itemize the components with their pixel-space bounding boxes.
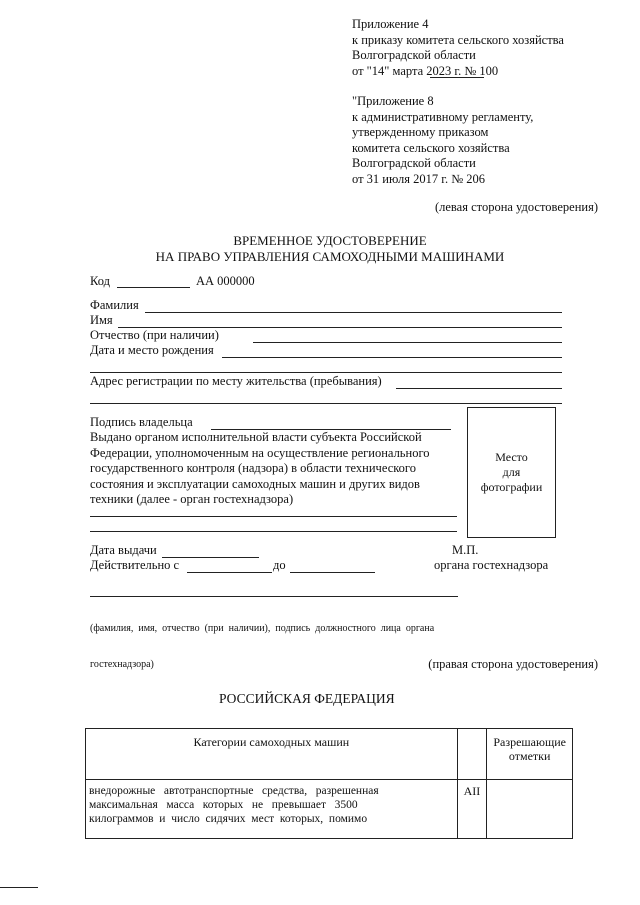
patronymic-label: Отчество (при наличии)	[90, 328, 219, 342]
row-text-line: внедорожные автотранспортные средства, разрешенная	[89, 785, 379, 797]
appendix-8-line: утвержденному приказом	[352, 125, 489, 139]
issuer-field-2[interactable]	[90, 531, 457, 532]
photo-text-line: для	[502, 465, 521, 479]
appendix-8-block	[352, 94, 533, 187]
name-label: Имя	[90, 313, 113, 327]
appendix-4-underline	[430, 77, 484, 78]
code-label: Код	[90, 274, 110, 288]
header-categories-label: Категории самоходных машин	[193, 735, 350, 749]
address-field[interactable]	[396, 388, 562, 389]
signature-label: Подпись владельца	[90, 415, 193, 429]
table-header-row	[86, 729, 573, 780]
right-side-label: (правая сторона удостоверения)	[428, 657, 598, 671]
title-line: НА ПРАВО УПРАВЛЕНИЯ САМОХОДНЫМИ МАШИНАМИ	[155, 248, 505, 264]
issued-by-line: техники (далее - орган гостехнадзора)	[90, 492, 294, 506]
patronymic-field[interactable]	[253, 342, 562, 343]
address-field-extra[interactable]	[90, 403, 562, 404]
official-note	[90, 599, 434, 683]
valid-from-label: Действительно с	[90, 558, 180, 572]
issuer-field-1[interactable]	[90, 516, 457, 517]
code-value: АА 000000	[196, 274, 255, 288]
header-marks-line: Разрешающие	[493, 735, 566, 749]
categories-table	[85, 728, 573, 839]
table-row	[86, 780, 573, 839]
row-marks[interactable]	[487, 780, 573, 839]
official-signature-field[interactable]	[90, 596, 458, 597]
stamp-organ: органа гостехнадзора	[434, 558, 549, 572]
title-line: ВРЕМЕННОЕ УДОСТОВЕРЕНИЕ	[233, 233, 427, 248]
appendix-4-line: к приказу комитета сельского хозяйства	[352, 32, 564, 47]
federation-title: РОССИЙСКАЯ ФЕДЕРАЦИЯ	[219, 691, 395, 706]
appendix-4-block	[352, 17, 564, 79]
issue-date-label: Дата выдачи	[90, 543, 157, 557]
header-categories	[86, 729, 458, 780]
issued-by-text	[90, 430, 430, 508]
row-description	[86, 780, 458, 839]
issued-by-line: государственного контроля (надзора) в области технического	[90, 461, 417, 475]
stamp-label: М.П.	[452, 543, 479, 557]
appendix-8-line: комитета сельского хозяйства	[352, 140, 510, 155]
surname-field[interactable]	[145, 312, 562, 313]
issued-by-line: состояния и эксплуатации самоходных машин и других видов	[90, 476, 420, 491]
row-text-line: максимальная масса которых не превышает 3500	[89, 799, 358, 811]
appendix-4-line: Приложение 4	[352, 17, 429, 31]
document-title	[130, 233, 530, 264]
photo-text-line: фотографии	[480, 480, 543, 494]
birth-label: Дата и место рождения	[90, 343, 214, 357]
appendix-8-line: Волгоградской области	[352, 156, 476, 170]
footnote-divider	[0, 887, 38, 888]
address-label: Адрес регистрации по месту жительства (пребывания)	[90, 374, 382, 388]
appendix-4-line: от "14" марта 2023 г. № 100	[352, 63, 499, 78]
surname-label: Фамилия	[90, 298, 139, 312]
official-note-line: (фамилия, имя, отчество (при наличии), подпись должностного лица органа	[90, 623, 435, 634]
valid-to-label: до	[273, 558, 286, 572]
birth-field-extra[interactable]	[90, 372, 562, 373]
valid-from-field[interactable]	[187, 572, 272, 573]
header-marks-line: отметки	[508, 749, 551, 763]
row-code-value: AII	[463, 784, 481, 798]
photo-text-line: Место	[495, 450, 528, 464]
birth-field[interactable]	[222, 357, 562, 358]
issued-by-line: Выдано органом исполнительной власти субъекта Российской	[90, 430, 422, 444]
appendix-8-line: от 31 июля 2017 г. № 206	[352, 171, 486, 186]
appendix-8-line: "Приложение 8	[352, 94, 434, 108]
code-underline	[117, 287, 190, 288]
valid-to-field[interactable]	[290, 572, 375, 573]
official-note-line: гостехнадзора)	[90, 659, 154, 670]
left-side-label: (левая сторона удостоверения)	[434, 200, 598, 214]
header-marks	[487, 729, 573, 780]
appendix-8-line: к административному регламенту,	[352, 109, 534, 124]
issued-by-line: Федерации, уполномоченным на осуществление регионального	[90, 445, 430, 460]
row-code	[457, 780, 487, 839]
header-code-blank	[457, 729, 487, 780]
row-text-line: килограммов и число сидячих мест которых, помимо	[89, 813, 368, 825]
appendix-4-line: Волгоградской области	[352, 48, 476, 62]
photo-placeholder	[467, 407, 556, 538]
